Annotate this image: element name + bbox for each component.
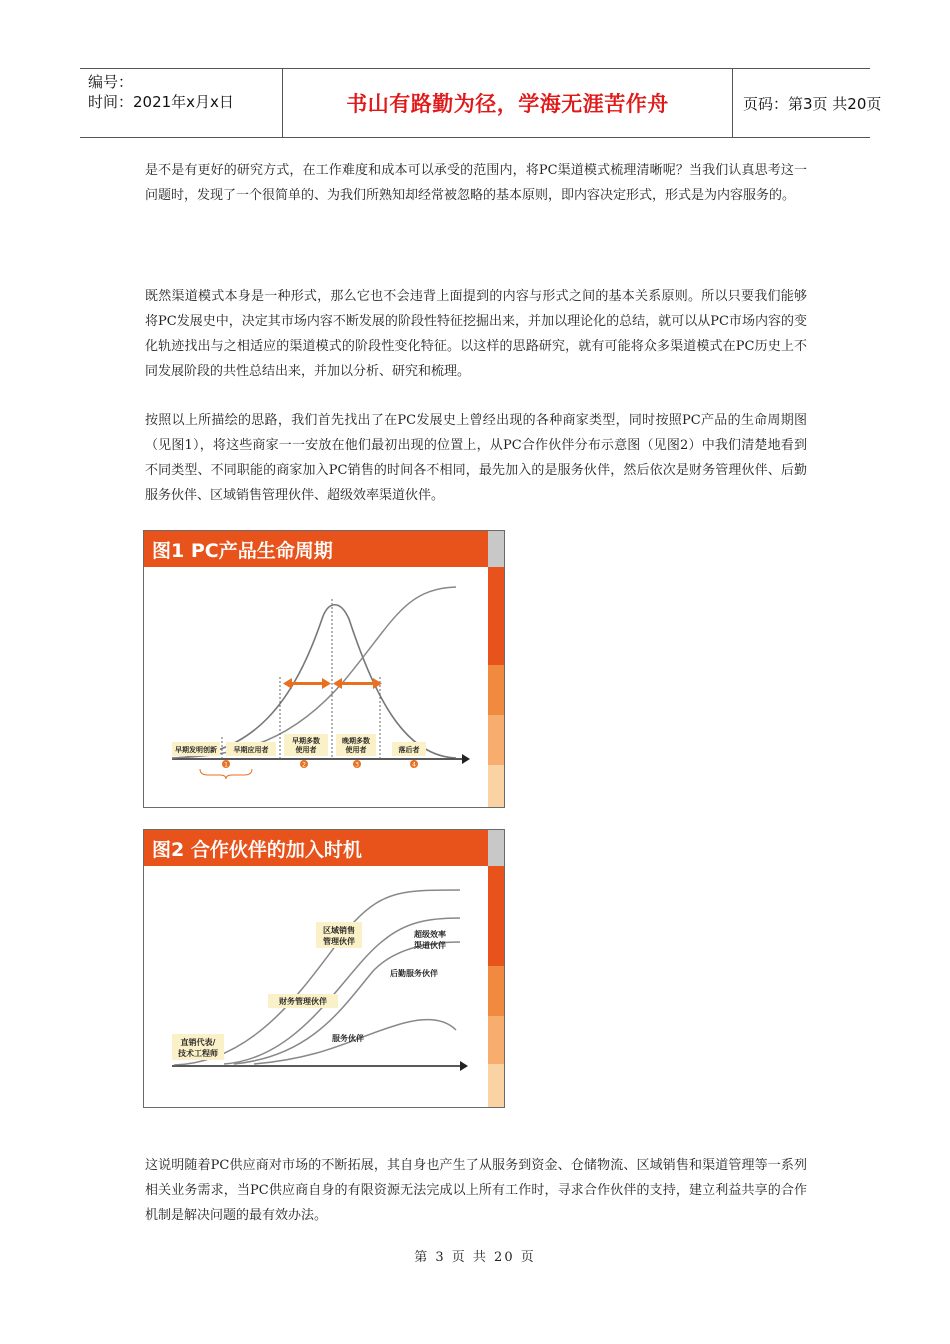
figure-2-label-finance: 财务管理伙伴: [279, 997, 327, 1006]
paragraph-2: 既然渠道模式本身是一种形式，那么它也不会违背上面提到的内容与形式之间的基本关系原则。所以只要我们能够将PC发展史中，决定其市场内容不断发展的阶段性特征挖掘出来，并加以理论化的总结，就可以从PC市场内容的变化轨迹找出与之相适应的渠道模式的阶段性变化特征。以这样的思路研究，就有可能将众多渠道模式在PC历史上不同发展阶段的共性总结出来，并加以分析、研究和梳理。: [145, 289, 807, 379]
figure-1-marker-2: 2: [302, 761, 306, 769]
figure-2-strip-2: [488, 966, 504, 1016]
figure-2-label-direct-1: 直销代表/: [180, 1038, 216, 1047]
figure-1-marker-3: 3: [355, 761, 359, 769]
figure-1-stage-1: 早期发明创新: [175, 746, 217, 754]
figure-1-lifecycle: [143, 530, 505, 808]
figure-1-strip-1: [488, 567, 504, 665]
figure-1-stage-2: 早期应用者: [233, 746, 269, 754]
figure-1-adoption-curve: [172, 587, 456, 758]
paragraph-1: 是不是有更好的研究方式，在工作难度和成本可以承受的范围内，将PC渠道模式梳理清晰呢？当我们认真思考这一问题时，发现了一个很简单的、为我们所熟知却经常被忽略的基本原则，即内容决定形式，形式是为内容服务的。: [145, 163, 807, 203]
figure-2-label-regional-1: 区域销售: [323, 926, 355, 935]
figure-2-label-efficiency-2: 渠道伙伴: [414, 941, 446, 950]
document-number-label: 编号：: [88, 73, 134, 91]
document-time-label: 时间：2021年x月x日: [88, 93, 234, 111]
figure-2-partners: [143, 829, 505, 1108]
figure-1-axis-arrow: [462, 754, 470, 764]
figure-1-stage-4-line-1: 晚期多数: [342, 737, 370, 745]
page-footer: 第 3 页 共 20 页: [414, 1250, 536, 1265]
figure-1-strip-2: [488, 665, 504, 715]
figure-2-axis-arrow: [460, 1061, 468, 1071]
figure-2-curve-logistics: [234, 942, 460, 1064]
header-motto: 书山有路勤为径，学海无涯苦作舟: [282, 69, 733, 137]
figure-1-strip-4: [488, 765, 504, 807]
header-page-info: 页码：第3页 共20页: [743, 94, 882, 113]
figure-2-strip-4: [488, 1064, 504, 1107]
figure-1-strip-3: [488, 715, 504, 765]
figure-2-label-logistics: 后勤服务伙伴: [390, 969, 438, 978]
figure-2-title: 图2 合作伙伴的加入时机: [152, 839, 362, 861]
figure-1-stage-3-line-1: 早期多数: [292, 737, 320, 745]
figure-1-brace: [200, 769, 252, 779]
figure-2-strip-1: [488, 866, 504, 966]
figure-2-canvas: [144, 830, 504, 1107]
figure-1-marker-4: 4: [412, 761, 416, 769]
figure-1-stage-4-line-2: 使用者: [345, 746, 367, 754]
paragraph-3: 按照以上所描绘的思路，我们首先找出了在PC发展史上曾经出现的各种商家类型，同时按照PC产品的生命周期图（见图1），将这些商家一一安放在他们最初出现的位置上，从PC合作伙伴分布示意图（见图2）中我们清楚地看到不同类型、不同职能的商家加入PC销售的时间各不相同，最先加入的是服务伙伴，然后依次是财务管理伙伴、后勤服务伙伴、区域销售管理伙伴、超级效率渠道伙伴。: [145, 413, 807, 503]
figure-2-label-direct-2: 技术工程师: [178, 1049, 218, 1058]
figure-2-label-efficiency-1: 超级效率: [414, 930, 446, 939]
figure-1-corner: [488, 531, 504, 567]
figure-1-stage-3-line-2: 使用者: [295, 746, 317, 754]
figure-2-corner: [488, 830, 504, 866]
paragraph-4: 这说明随着PC供应商对市场的不断拓展，其自身也产生了从服务到资金、仓储物流、区域销售和渠道管理等一系列相关业务需求，当PC供应商自身的有限资源无法完成以上所有工作时，寻求合作伙伴的支持，建立利益共享的合作机制是解决问题的最有效办法。: [145, 1158, 807, 1223]
figure-1-markers: [222, 760, 418, 769]
figure-2-label-service: 服务伙伴: [332, 1034, 364, 1043]
figure-2-label-regional-2: 管理伙伴: [323, 937, 355, 946]
page-header: [80, 68, 882, 138]
figure-1-canvas: [144, 531, 504, 807]
figure-1-title: 图1 PC产品生命周期: [152, 540, 333, 562]
figure-1-marker-1: 1: [224, 761, 228, 769]
header-meta: [80, 69, 282, 137]
figure-1-stage-5: 落后者: [398, 746, 420, 754]
figure-2-strip-3: [488, 1016, 504, 1064]
